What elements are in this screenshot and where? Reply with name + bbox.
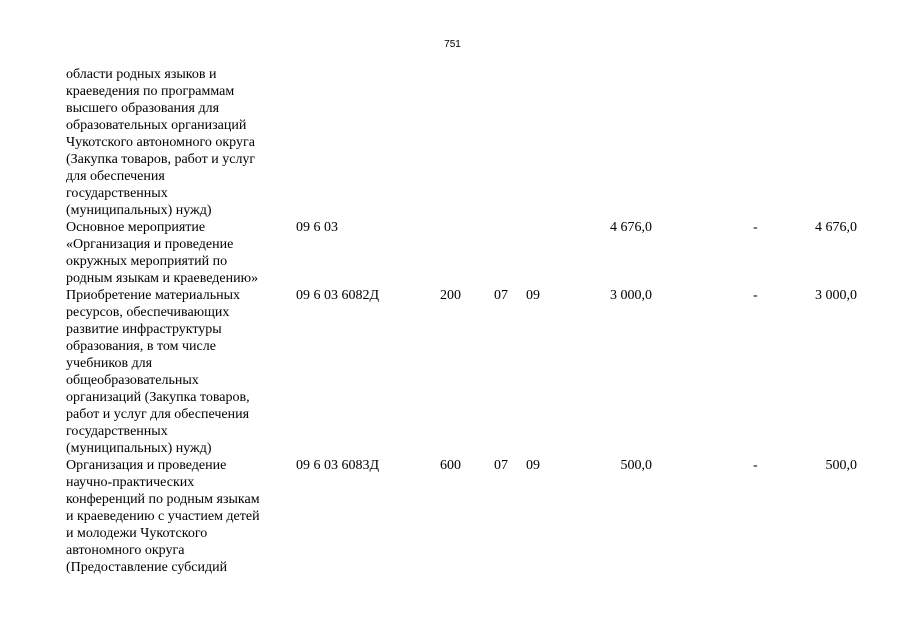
table-row — [66, 457, 866, 576]
row-section: 07 — [494, 458, 508, 473]
row-expense-type: 200 — [440, 288, 461, 303]
row-target-code: 09 6 03 6082Д — [296, 288, 380, 303]
row-change: - — [753, 288, 758, 303]
row-sum: 3 000,0 — [610, 288, 652, 303]
row-total: 3 000,0 — [815, 288, 857, 303]
row-total: 500,0 — [825, 458, 857, 473]
row-subsection: 09 — [526, 288, 540, 303]
page-number: 751 — [444, 39, 461, 50]
row-change: - — [753, 458, 758, 473]
row-description: Основное мероприятие «Организация и проведение окружных мероприятий по родным языкам и краеведению» — [66, 220, 259, 286]
table-row — [66, 287, 866, 457]
row-change: - — [753, 220, 758, 235]
row-sum: 500,0 — [620, 458, 652, 473]
table-row — [66, 219, 866, 287]
row-target-code: 09 6 03 6083Д — [296, 458, 380, 473]
row-sum: 4 676,0 — [610, 220, 652, 235]
row-section: 07 — [494, 288, 508, 303]
budget-table — [66, 66, 866, 576]
row-target-code: 09 6 03 — [296, 220, 338, 235]
row-expense-type: 600 — [440, 458, 461, 473]
row-subsection: 09 — [526, 458, 540, 473]
row-description: области родных языков и краеведения по программам высшего образования для образовательных организаций Чукотского автономного округа (Закупка товаров, работ и услуг для обеспечения государственных (муниципальных) нужд) — [66, 67, 256, 218]
row-total: 4 676,0 — [815, 220, 857, 235]
table-row — [66, 66, 866, 219]
row-description: Приобретение материальных ресурсов, обеспечивающих развитие инфраструктуры образования, в том числе учебников для общеобразовательных организаций (Закупка товаров, работ и услуг для обеспечения государственных (муниципальных) нужд) — [66, 288, 250, 456]
row-description: Организация и проведение научно-практических конференций по родным языкам и краеведению с участием детей и молодежи Чукотского автономного округа (Предоставление субсидий — [66, 458, 260, 575]
